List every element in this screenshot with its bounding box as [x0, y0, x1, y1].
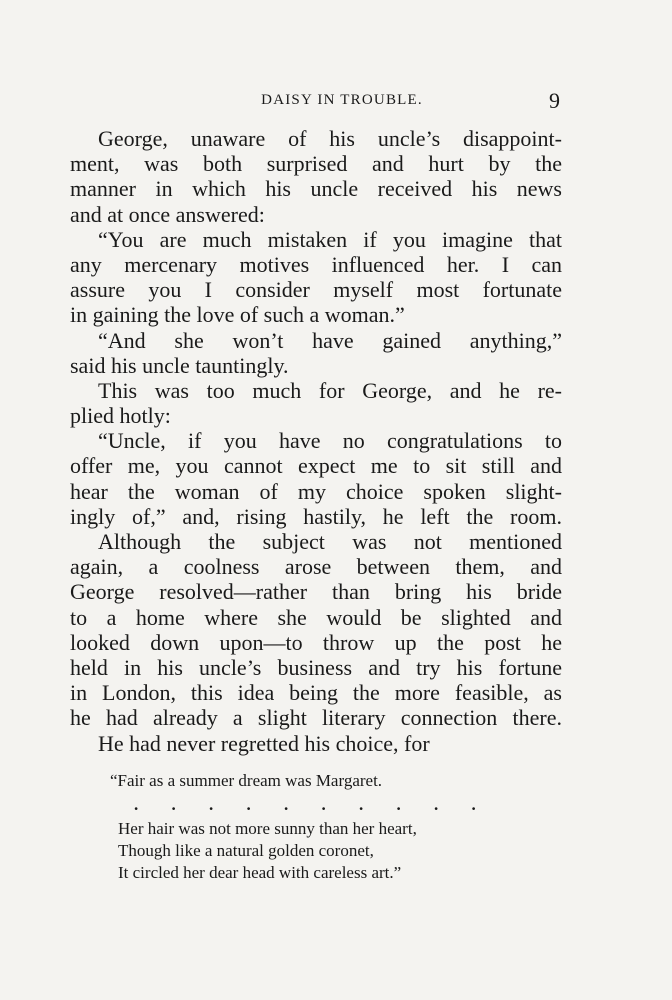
body-text	[70, 126, 562, 756]
text-line: he had already a slight literary connection there.	[70, 705, 562, 731]
text-line: This was too much for George, and he re-	[98, 377, 562, 403]
text-line: said his uncle tauntingly.	[70, 352, 289, 378]
text-line: George, unaware of his uncle’s disappoint-	[98, 126, 562, 151]
verse-quotation	[110, 770, 538, 884]
ellipsis-dot: .	[321, 795, 326, 814]
text-line: He had never regretted his choice, for	[98, 730, 430, 756]
ellipsis-dot: .	[209, 795, 214, 814]
text-line: to a home where she would be slighted and	[70, 604, 562, 630]
text-line: in gaining the love of such a woman.”	[70, 302, 405, 328]
running-head	[0, 88, 672, 112]
text-line: and at once answered:	[70, 201, 265, 227]
verse-line: Her hair was not more sunny than her heart,	[118, 819, 417, 838]
text-line: Although the subject was not mentioned	[98, 529, 562, 554]
ellipsis-dot: .	[246, 795, 251, 814]
verse-line: Though like a natural golden coronet,	[118, 841, 374, 860]
ellipsis-dot: .	[171, 795, 176, 814]
text-line: offer me, you cannot expect me to sit still and	[70, 453, 562, 479]
text-line: looked down upon—to throw up the post he	[70, 629, 562, 655]
ellipsis-dot: .	[434, 795, 439, 814]
text-line: manner in which his uncle received his news	[70, 176, 562, 202]
text-line: again, a coolness arose between them, and	[70, 554, 562, 580]
ellipsis-dot: .	[284, 795, 289, 814]
text-line: “And she won’t have gained anything,”	[98, 327, 562, 353]
verse-line: It circled her dear head with careless art.”	[118, 863, 402, 882]
text-line: in London, this idea being the more feasible, as	[70, 680, 562, 706]
verse-line: “Fair as a summer dream was Margaret.	[110, 771, 383, 790]
ellipsis-dot: .	[134, 795, 139, 814]
ellipsis-dot: .	[396, 795, 401, 814]
text-line: any mercenary motives influenced her. I can	[70, 251, 562, 277]
text-line: “Uncle, if you have no congratulations to	[98, 428, 562, 454]
text-line: ment, was both surprised and hurt by the	[70, 151, 562, 177]
text-line: held in his uncle’s business and try his fortune	[70, 654, 562, 680]
text-line: assure you I consider myself most fortunate	[70, 277, 562, 303]
text-line: “You are much mistaken if you imagine that	[98, 226, 562, 252]
text-line: ingly of,” and, rising hastily, he left the room.	[70, 503, 562, 529]
ellipsis-dot: .	[359, 795, 364, 814]
text-line: George resolved—rather than bring his bride	[70, 579, 562, 605]
ellipsis-dot: .	[471, 795, 476, 814]
text-line: plied hotly:	[70, 403, 171, 429]
text-line: hear the woman of my choice spoken slight-	[70, 478, 562, 504]
running-title: DAISY IN TROUBLE.	[261, 92, 423, 108]
page-number: 9	[549, 88, 560, 113]
verse-ellipsis	[134, 792, 538, 818]
